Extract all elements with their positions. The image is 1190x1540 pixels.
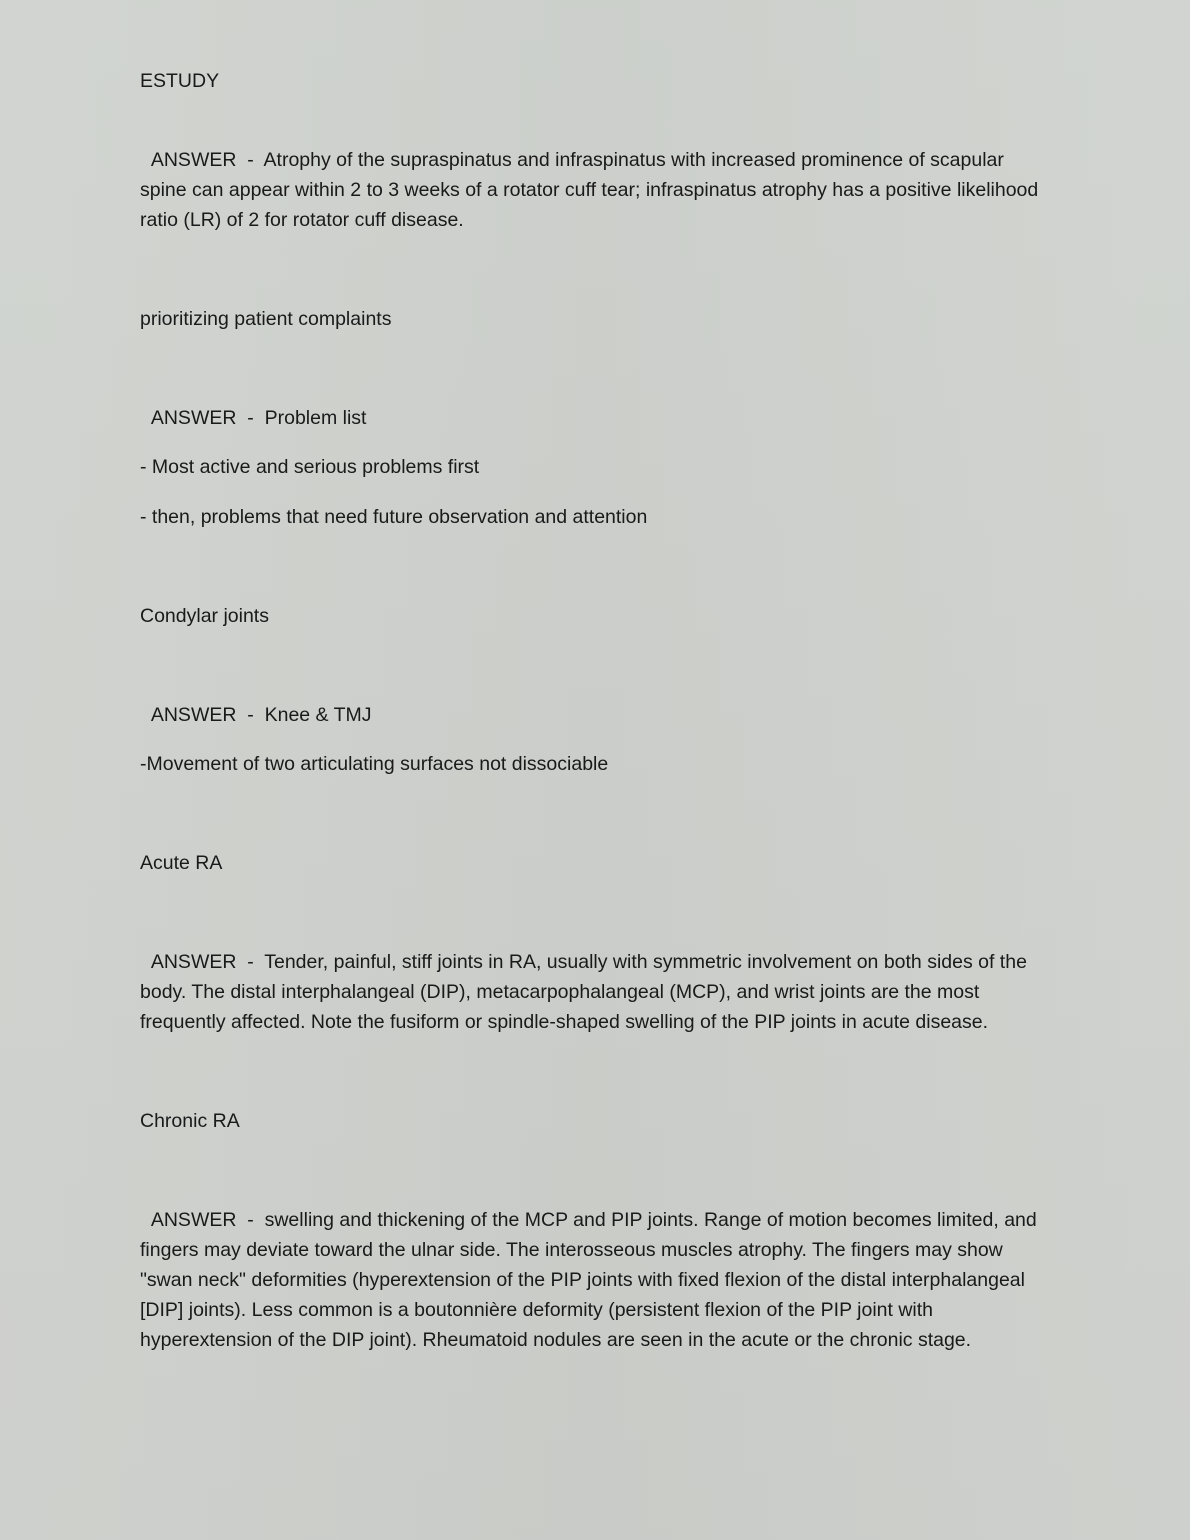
question-chronic-ra: Chronic RA [140,1110,240,1132]
question-prioritizing-complaints: prioritizing patient complaints [140,308,392,330]
answer-problem-list-point-1: - Most active and serious problems first [140,456,480,478]
question-acute-ra: Acute RA [140,852,223,874]
answer-rotator-cuff: ANSWER - Atrophy of the supraspinatus and infraspinatus with increased prominence of scapular spine can appear within 2 to 3 weeks of a rotator cuff tear; infraspinatus atrophy has a positive likelihood ratio (LR) of 2 for rotator cuff disease. [140,149,1044,231]
answer-condylar-joints-point-1: -Movement of two articulating surfaces not dissociable [140,753,609,775]
question-condylar-joints: Condylar joints [140,605,269,627]
answer-chronic-ra: ANSWER - swelling and thickening of the MCP and PIP joints. Range of motion becomes limited, and fingers may deviate toward the ulnar side. The interosseous muscles atrophy. The fingers may show "swan neck" deformities (hyperextension of the PIP joints with fixed flexion of the distal interphalangeal [DIP] joints). Less common is a boutonnière deformity (persistent flexion of the PIP joint with hyperextension of the DIP joint). Rheumatoid nodules are seen in the acute or the chronic stage. [140,1209,1043,1351]
answer-problem-list-point-2: - then, problems that need future observation and attention [140,506,648,528]
answer-condylar-joints: ANSWER - Knee & TMJ [140,704,372,726]
answer-acute-ra: ANSWER - Tender, painful, stiff joints in RA, usually with symmetric involvement on both sides of the body. The distal interphalangeal (DIP), metacarpophalangeal (MCP), and wrist joints are the most frequently affected. Note the fusiform or spindle-shaped swelling of the PIP joints in acute disease. [140,951,1033,1033]
answer-problem-list: ANSWER - Problem list [140,407,367,429]
document-header: ESTUDY [140,70,220,92]
